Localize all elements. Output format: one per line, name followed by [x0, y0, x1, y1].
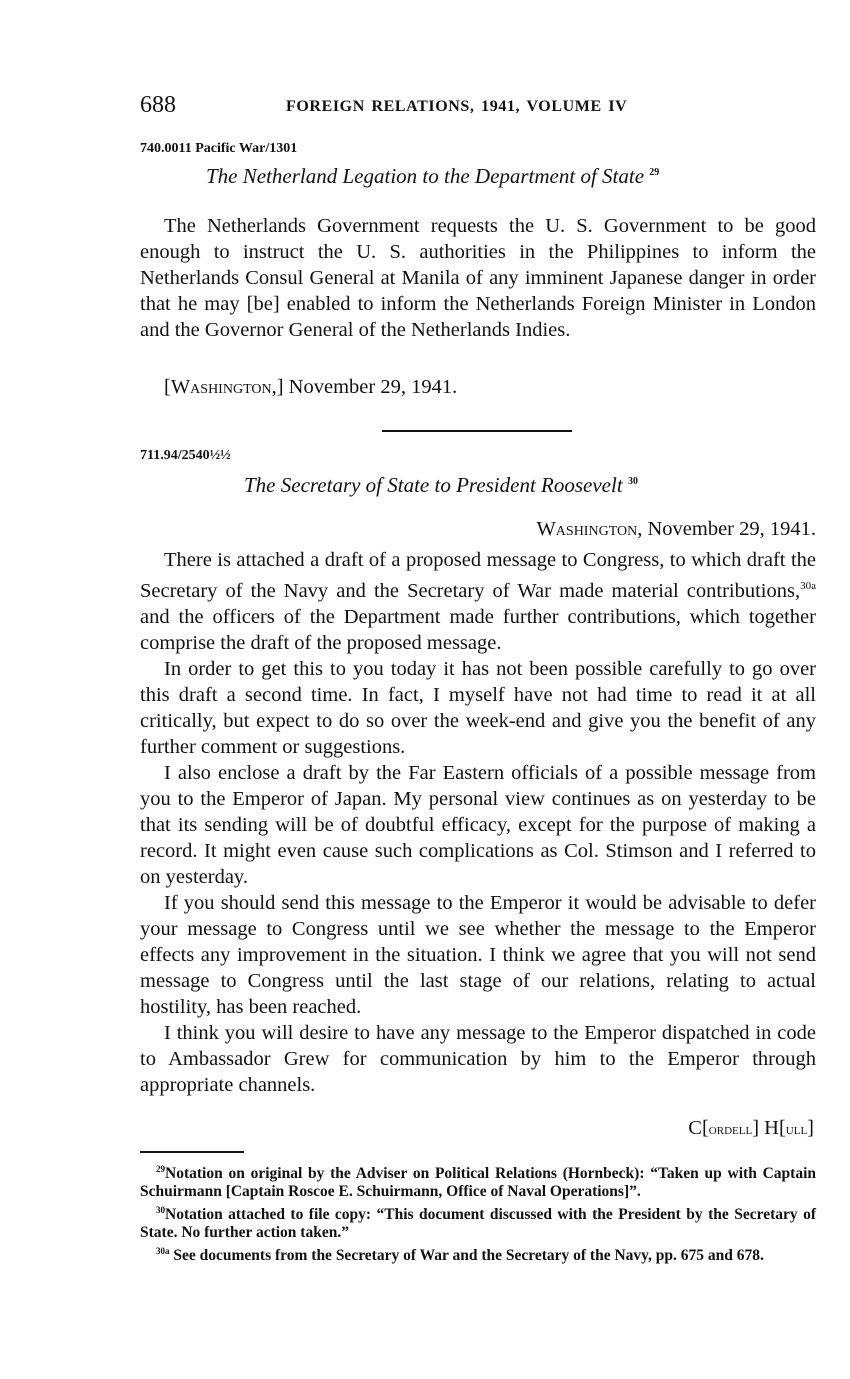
document-body-2 [140, 547, 816, 1098]
footnote [140, 1242, 816, 1265]
footnote-mark: 30 [156, 1205, 165, 1216]
document-heading-2 [244, 473, 638, 498]
paragraph: I also enclose a draft by the Far Eastern officials of a possible message from you to the Emperor of Japan. My personal view continues as on yesterday to be that its sending will be of doubtful efficacy, except for the purpose of making a record. It might even cause such complications as Col. Stimson and I referred to on yesterday. [140, 761, 816, 888]
footnote-ref-30a: 30a [800, 580, 816, 592]
signature-part: ] [807, 1117, 814, 1139]
section-divider [382, 430, 572, 432]
running-title: FOREIGN RELATIONS, 1941, VOLUME IV [286, 98, 628, 115]
heading-text-1: The Netherland Legation to the Department of State [206, 164, 645, 188]
paragraph: In order to get this to you today it has not been possible carefully to go over this draft a second time. In fact, I myself have not had time to read it at all critically, but expect to do so over the week-end and give you the benefit of any further comment or suggestions. [140, 657, 816, 758]
footnote-mark: 30a [156, 1246, 170, 1257]
file-number-1: 740.0011 Pacific War/1301 [140, 141, 298, 156]
heading-footnote-ref-1: 29 [649, 167, 660, 178]
document-heading-1 [206, 164, 659, 189]
page-number: 688 [140, 92, 176, 118]
heading-footnote-ref-2: 30 [627, 476, 638, 487]
signature-part: ull [785, 1122, 808, 1138]
dateline-place: Washington [536, 518, 638, 540]
dateline-date: ,] November 29, 1941. [271, 376, 458, 398]
dateline-open: [ [164, 376, 171, 398]
paragraph: If you should send this message to the Emperor it would be advisable to defer your message to Congress until we see whether the message to the Emperor effects any improvement in the situation. I think we agree that you will not send message to Congress until the last stage of our relations, relating to actual hostility, has been reached. [140, 891, 816, 1018]
footnotes [140, 1160, 816, 1265]
paragraph [140, 547, 816, 656]
signature-part: ordell [708, 1122, 753, 1138]
footnote [140, 1160, 816, 1201]
file-number-2: 711.94/2540½½ [140, 448, 231, 463]
signature [688, 1117, 814, 1140]
signature-part: C[ [688, 1117, 709, 1139]
heading-text-2: The Secretary of State to President Roosevelt [244, 473, 623, 497]
paragraph: I think you will desire to have any message to the Emperor dispatched in code to Ambassador Grew for communication by him to the Emperor through appropriate channels. [140, 1021, 816, 1096]
footnote-rule [140, 1151, 244, 1153]
paragraph: The Netherlands Government requests the U. S. Government to be good enough to instruct the U. S. authorities in the Philippines to inform the Netherlands Consul General at Manila of any imminent Japanese danger in order that he may [be] enabled to inform the Netherlands Foreign Minister in London and the Governor General of the Netherlands Indies. [140, 215, 816, 341]
paragraph-text: and the officers of the Department made further contributions, which together comprise the draft of the proposed message. [140, 605, 816, 654]
footnote-text: See documents from the Secretary of War and the Secretary of the Navy, pp. 675 and 678. [169, 1247, 764, 1265]
footnote-mark: 29 [156, 1164, 165, 1174]
running-head [140, 92, 816, 124]
dateline-2 [536, 518, 816, 541]
dateline-date: , November 29, 1941. [637, 518, 816, 540]
document-body-1 [140, 213, 816, 343]
dateline-place: Washington [170, 376, 272, 398]
footnote-text: Notation attached to file copy: “This document discussed with the President by the Secretary of State. No further action taken.” [140, 1206, 816, 1242]
footnote-text: Notation on original by the Adviser on Political Relations (Hornbeck): “Taken up with Captain Schuirmann [Captain Roscoe E. Schuirmann, Office of Naval Operations]”. [140, 1165, 816, 1201]
dateline-1 [164, 376, 457, 399]
paragraph-text: There is attached a draft of a proposed message to Congress, to which draft the Secretary of the Navy and the Secretary of War made material contributions, [140, 549, 816, 602]
footnote [140, 1201, 816, 1242]
signature-part: ] H[ [752, 1117, 786, 1139]
